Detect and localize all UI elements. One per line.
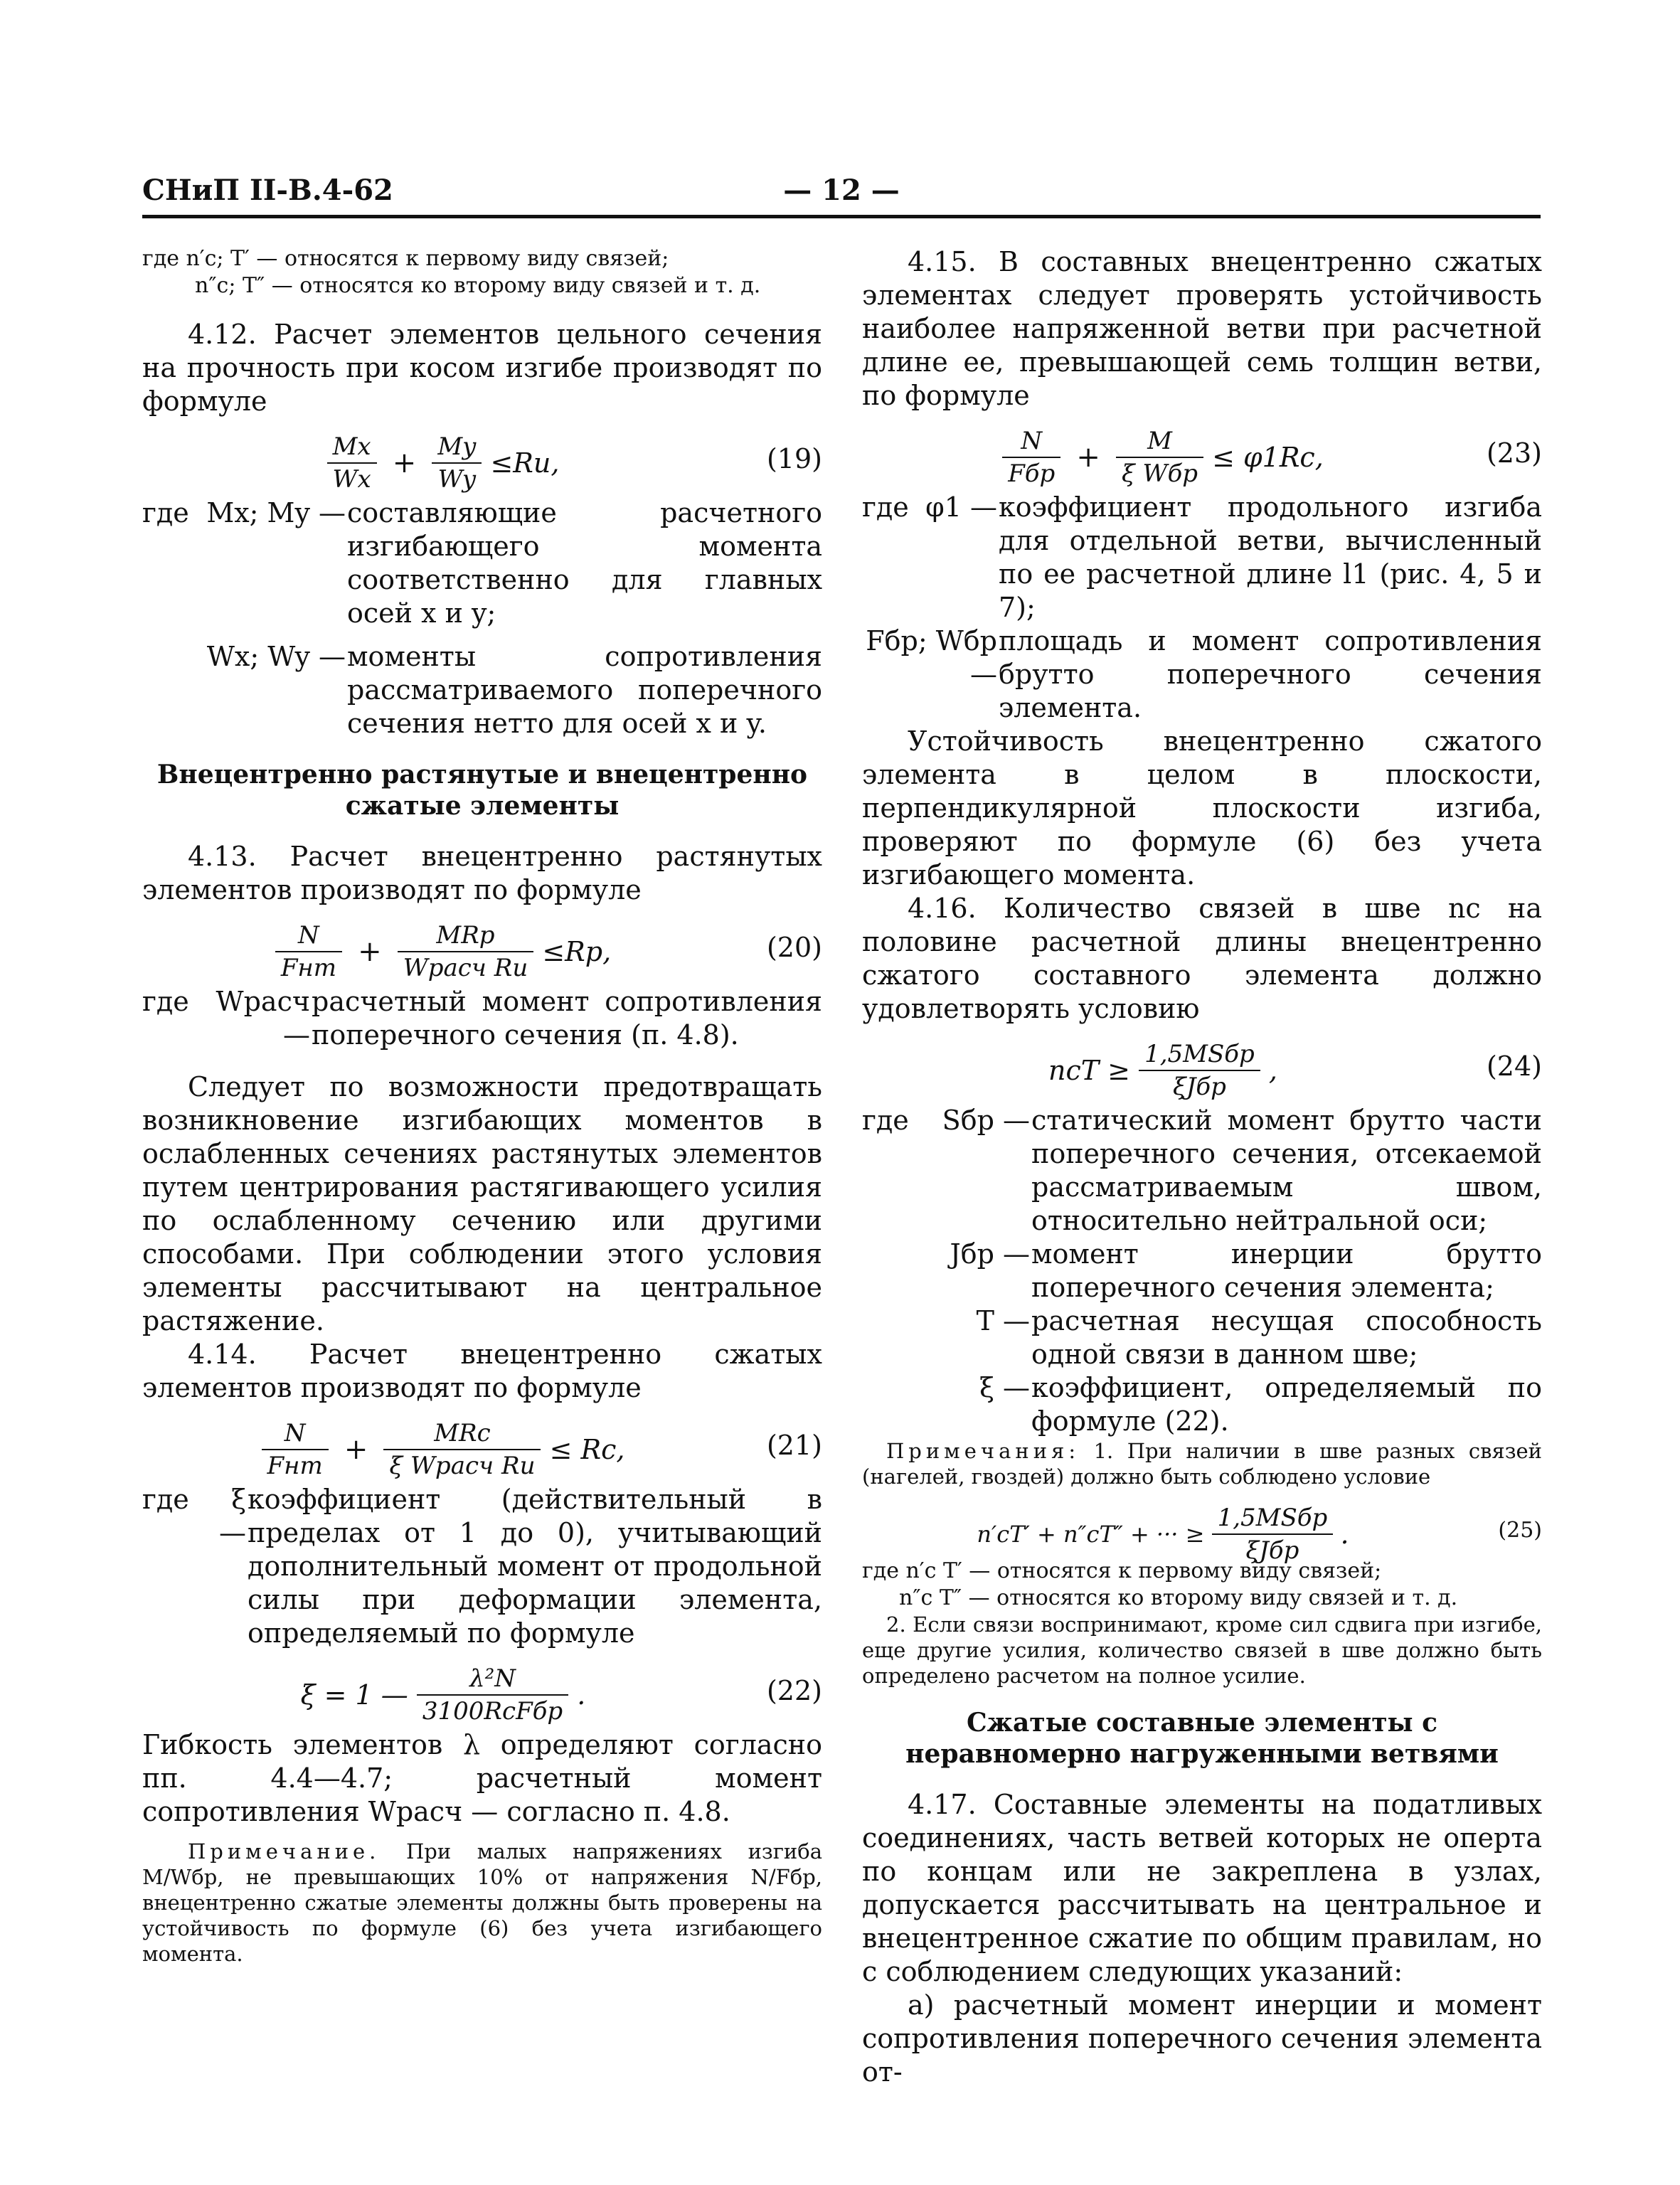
note-text: 1. При наличии в шве разных связей (нагелей, гвоздей) должно быть соблюдено условие: [862, 1439, 1542, 1489]
formula-22: ξ = 1 — $\frac{\text{λ²N}}{\text{3100RсFбр}}$ . (22): [300, 1664, 822, 1726]
paragraph-4-16: 4.16. Количество связей в шве nс на половине расчетной длины внецентренно сжатого составного элемента должно удовлетворять условию: [862, 893, 1542, 1024]
glossary-item: ξ — коэффициент, определяемый по формуле (22).: [979, 1372, 1542, 1437]
right-column: [862, 245, 1542, 2089]
glossary-item: где Mx; My — составляющие расчетного изгибающего момента соответственно для главных осей x и y;: [142, 497, 822, 629]
paragraph-4-17: 4.17. Составные элементы на податливых соединениях, часть ветвей которых не оперта по концам или не закреплена в узлах, допускается рассчитывать на центральное и внецентренное сжатие по общим правилам, но с соблюдением следующих указаний:: [862, 1789, 1542, 1987]
where-clause: где n′с T′ — относятся к первому виду связей;: [862, 1558, 1382, 1583]
formula-25: n′сT′ + n″сT″ + ··· ≥ $\frac{\text{1,5MSбр}}{\text{ξJбр}}$ . (25): [977, 1504, 1542, 1565]
where-clause: где n′с; T′ — относятся к первому виду связей;: [142, 246, 669, 271]
formula-24: nсT ≥ $\frac{\text{1,5MSбр}}{\text{ξJбр}}$ , (24): [1048, 1040, 1542, 1101]
note: [862, 1438, 1542, 1489]
formula-23: $\frac{N}{\text{Fбр}}$ + $\frac{M}{\text{ξ Wбр}}$ ≤ φ1Rс, (23): [862, 413, 1542, 491]
formula-21: $\frac{N}{\text{Fнт}}$ + $\frac{\text{MRс}}{\text{ξ Wрасч Rи}}$ ≤ Rс, (21): [142, 1405, 822, 1483]
paragraph: Гибкость элементов λ определяют согласно пп. 4.4—4.7; расчетный момент сопротивления Wрасч — согласно п. 4.8.: [142, 1729, 822, 1827]
equation-number: (19): [766, 443, 822, 474]
glossary-item: где Wрасч— расчетный момент сопротивления поперечного сечения (п. 4.8).: [142, 986, 822, 1051]
document-code: СНиП II-В.4-62: [142, 174, 393, 207]
equation-number: (20): [766, 932, 822, 963]
paragraph: Устойчивость внецентренно сжатого элемента в целом в плоскости, перпендикулярной плоскости изгиба, проверяют по формуле (6) без учета изгибающего момента.: [862, 725, 1542, 891]
note: [142, 1839, 822, 1967]
paragraph: Следует по возможности предотвращать возникновение изгибающих моментов в ослабленных сечениях растянутых элементов путем центрирования растягивающего усилия по ослабленному сечению или другими способами. При соблюдении этого условия элементы рассчитывают на центральное растяжение.: [142, 1071, 822, 1336]
section-heading: Сжатые составные элементы с неравномерно нагруженными ветвями: [905, 1708, 1499, 1769]
note-label: Примечание.: [188, 1839, 381, 1864]
paragraph-4-12: 4.12. Расчет элементов цельного сечения на прочность при косом изгибе производят по формуле: [142, 319, 822, 417]
glossary-item: T — расчетная несущая способность одной связи в данном шве;: [976, 1305, 1542, 1370]
paragraph-4-15: 4.15. В составных внецентренно сжатых элементах следует проверять устойчивость наиболее напряженной ветви при расчетной длине ее, превышающей семь толщин ветви, по формуле: [862, 246, 1542, 411]
page-header: [142, 169, 1541, 218]
glossary-item: Fбр; Wбр — площадь и момент сопротивления брутто поперечного сечения элемента.: [866, 625, 1542, 723]
glossary-item: Jбр — момент инерции брутто поперечного сечения элемента;: [950, 1238, 1542, 1303]
where-clause: n″с; T″ — относятся ко второму виду связей и т. д.: [195, 273, 761, 298]
where-clause: n″с T″ — относятся ко второму виду связей и т. д.: [899, 1585, 1458, 1610]
page-number: — 12 —: [783, 174, 900, 207]
paragraph-4-14: 4.14. Расчет внецентренно сжатых элементов производят по формуле: [142, 1339, 822, 1403]
equation-number: (25): [1498, 1518, 1542, 1543]
equation-number: (22): [766, 1675, 822, 1706]
formula-19: $\frac{Mx}{Wx}$ + $\frac{My}{Wy}$ ≤Rи, (19): [142, 418, 822, 496]
glossary-item: Wx; Wy — моменты сопротивления рассматриваемого поперечного сечения нетто для осей x и y.: [206, 641, 822, 739]
note-text: 2. Если связи воспринимают, кроме сил сдвига при изгибе, еще другие усилия, количество связей в шве должно быть определено расчетом на полное усилие.: [862, 1612, 1542, 1688]
notes-label: Примечания:: [886, 1439, 1080, 1463]
left-column: [142, 245, 822, 1967]
paragraph-4-13: 4.13. Расчет внецентренно растянутых элементов производят по формуле: [142, 841, 822, 905]
glossary-item: где Sбр — статический момент брутто части поперечного сечения, отсекаемой рассматриваемым швом, относительно нейтральной оси;: [862, 1105, 1542, 1236]
paragraph: а) расчетный момент инерции и момент сопротивления поперечного сечения элемента от-: [862, 1989, 1542, 2088]
formula-20: $\frac{N}{\text{Fнт}}$ + $\frac{\text{MRр}}{\text{Wрасч Rи}}$ ≤Rр, (20): [142, 907, 822, 985]
equation-number: (21): [766, 1430, 822, 1461]
glossary-item: где φ1 — коэффициент продольного изгиба для отдельной ветви, вычисленный по ее расчетной длине l1 (рис. 4, 5 и 7);: [862, 491, 1542, 623]
equation-number: (24): [1486, 1051, 1542, 1082]
equation-number: (23): [1486, 437, 1542, 469]
glossary-item: где ξ — коэффициент (действительный в пределах от 1 до 0), учитывающий дополнительный момент от продольной силы при деформации элемента, определяемый по формуле: [142, 1484, 822, 1649]
note-text: При малых напряжениях изгиба M/Wбр, не превышающих 10% от напряжения N/Fбр, внецентренно сжатые элементы должны быть проверены на устойчивость по формуле (6) без учета изгибающего момента.: [142, 1839, 823, 1966]
section-heading: Внецентренно растянутые и внецентренно сжатые элементы: [156, 760, 808, 821]
